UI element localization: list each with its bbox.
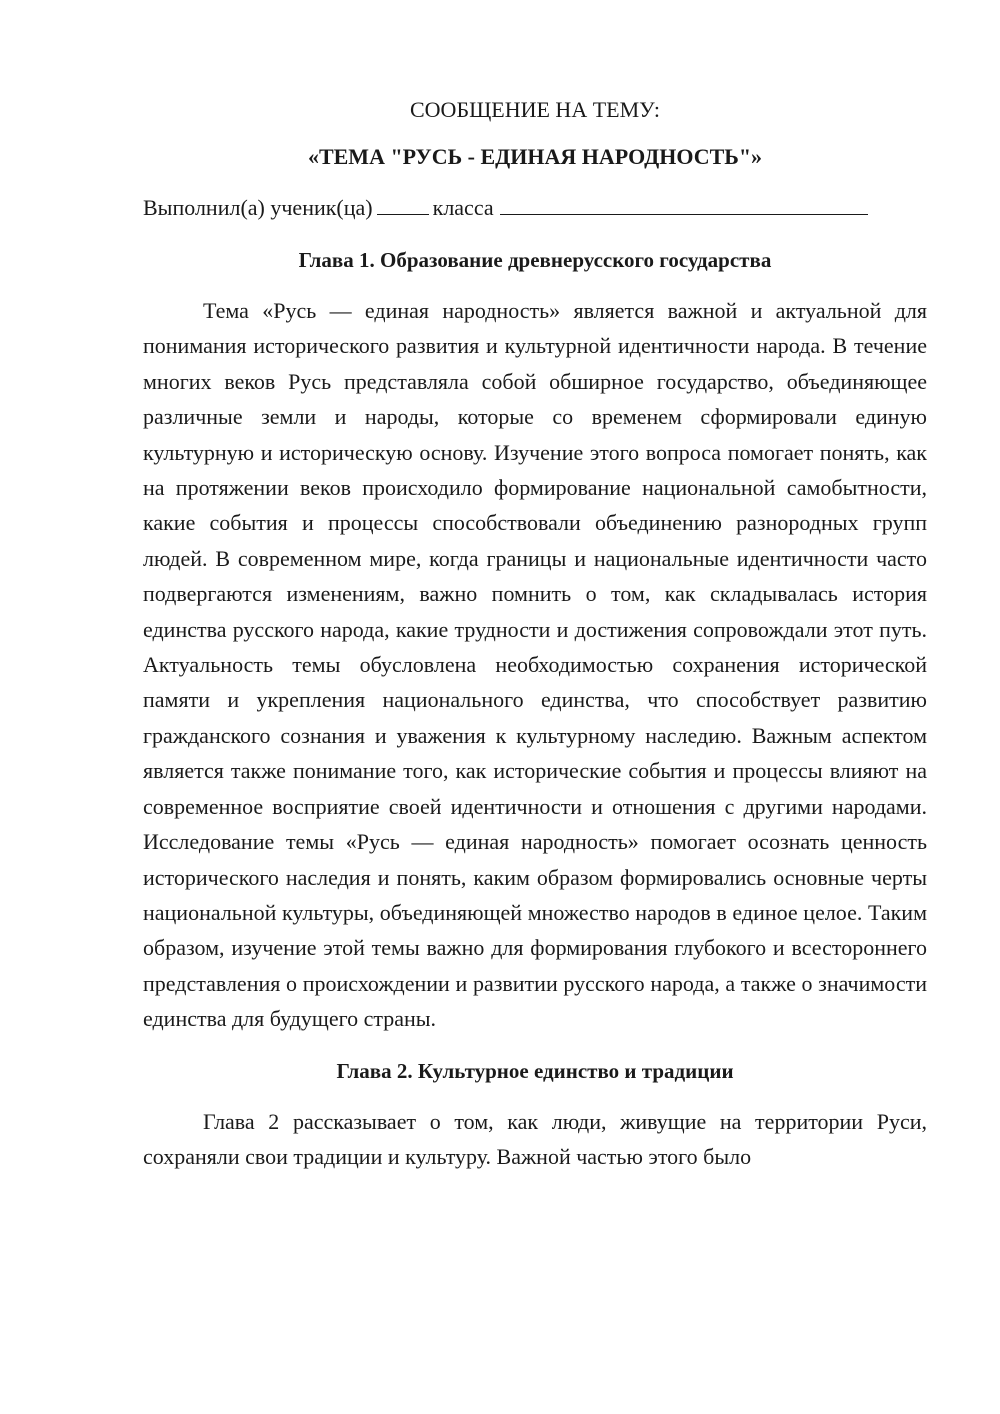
document-subject-line: СООБЩЕНИЕ НА ТЕМУ:	[410, 97, 660, 122]
author-prefix: Выполнил(а) ученик(ца)	[143, 195, 373, 220]
class-number-blank	[377, 194, 429, 215]
chapter-2-paragraph: Глава 2 рассказывает о том, как люди, живущие на территории Руси, сохраняли свои традиции и культуру. Важной частью этого было	[143, 1108, 927, 1169]
document-topic-title: «ТЕМА "РУСЬ - ЕДИНАЯ НАРОДНОСТЬ"»	[307, 144, 763, 169]
author-line	[143, 193, 927, 223]
name-blank	[500, 194, 868, 215]
class-label: класса	[432, 195, 494, 220]
document-page	[143, 95, 927, 1174]
chapter-1-heading: Глава 1. Образование древнерусского государства	[298, 248, 772, 272]
chapter-1-paragraph: Тема «Русь — единая народность» является важной и актуальной для понимания исторического развития и культурной идентичности народа. В течение многих веков Русь представляла собой обширное государство, объединяющее различные земли и народы, которые со временем сформировали единую культурную и историческую основу. Изучение этого вопроса помогает понять, как на протяжении веков происходило формирование национальной самобытности, какие события и процессы способствовали объединению разнородных групп людей. В современном мире, когда границы и национальные идентичности часто подвергаются изменениям, важно помнить о том, как складывалась история единства русского народа, какие трудности и достижения сопровождали этот путь. Актуальность темы обусловлена необходимостью сохранения исторической памяти и укрепления национального единства, что способствует развитию гражданского сознания и уважения к культурному наследию. Важным аспектом является также понимание того, как исторические события и процессы влияют на современное восприятие своей идентичности и отношения с другими народами. Исследование темы «Русь — единая народность» помогает осознать ценность исторического наследия и понять, каким образом формировались основные черты национальной культуры, объединяющей множество народов в единое целое. Таким образом, изучение этой темы важно для формирования глубокого и всестороннего представления о происхождении и развитии русского народа, а также о значимости единства для будущего страны.	[143, 298, 927, 1032]
chapter-2-heading: Глава 2. Культурное единство и традиции	[336, 1058, 734, 1083]
